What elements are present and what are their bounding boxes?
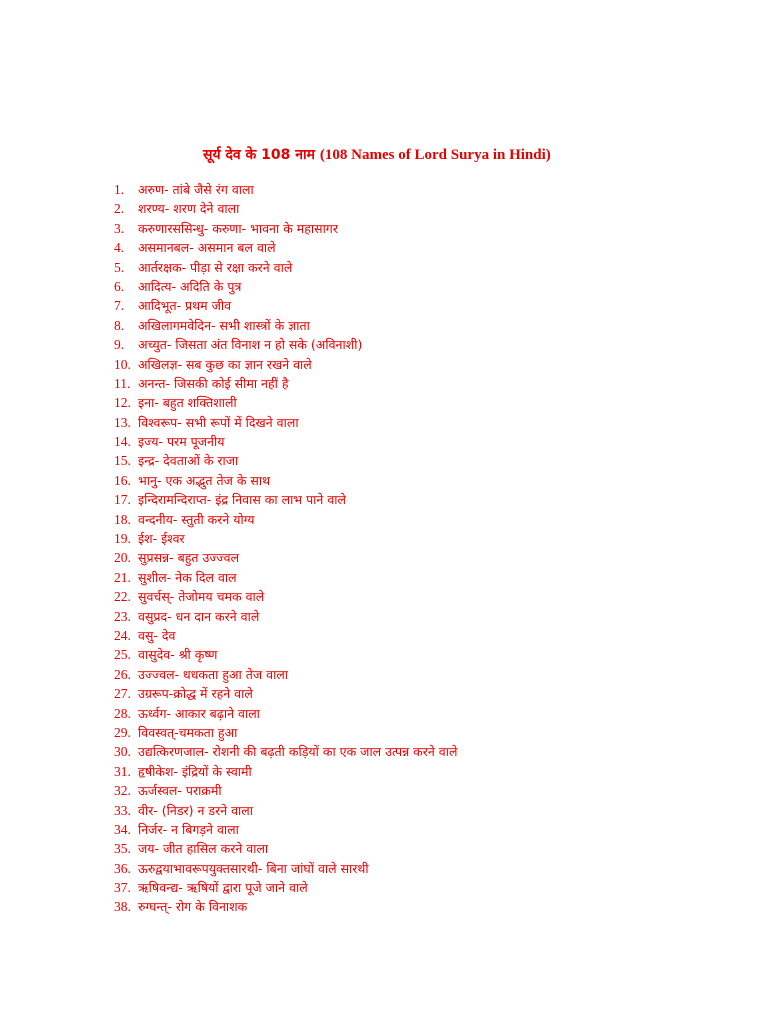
- item-number: 23.: [114, 608, 131, 624]
- item-number: 34.: [114, 821, 131, 837]
- item-text: असमानबल- असमान बल वाले: [138, 240, 276, 256]
- item-text: इज्य- परम पूजनीय: [138, 434, 225, 450]
- item-number: 8.: [114, 317, 125, 333]
- item-text: ऊरुद्वयाभावरूपयुक्तसारथी- बिना जांघों वाले सारथी: [138, 860, 369, 876]
- item-text: सुप्रसन्न- बहुत उज्ज्वल: [138, 550, 240, 566]
- list-item: [114, 645, 457, 664]
- list-item: [114, 820, 457, 839]
- list-item: [114, 316, 457, 335]
- list-item: [114, 859, 457, 878]
- item-number: 27.: [114, 686, 131, 702]
- item-number: 4.: [114, 240, 125, 256]
- list-item: [114, 471, 457, 490]
- list-item: [114, 296, 457, 315]
- item-text: विवस्वत्-चमकता हुआ: [138, 724, 238, 740]
- list-item: [114, 781, 457, 800]
- item-text: निर्जर- न बिगड़ने वाला: [138, 821, 239, 837]
- item-number: 28.: [114, 705, 131, 721]
- list-item: [114, 413, 457, 432]
- list-item: [114, 626, 457, 645]
- list-item: [114, 432, 457, 451]
- item-text: उद्यत्किरणजाल- रोशनी की बढ़ती कड़ियों का एक जाल उत्पन्न करने वाले: [138, 744, 458, 760]
- item-number: 12.: [114, 395, 131, 411]
- item-number: 3.: [114, 220, 125, 236]
- item-number: 37.: [114, 880, 131, 896]
- page-title: [203, 145, 551, 165]
- list-item: [114, 897, 457, 916]
- item-number: 11.: [114, 375, 131, 391]
- item-text: इन्द्र- देवताओं के राजा: [138, 453, 239, 469]
- list-item: [114, 490, 457, 509]
- item-text: विश्वरूप- सभी रूपों में दिखने वाला: [138, 414, 299, 430]
- item-number: 26.: [114, 666, 131, 682]
- list-item: [114, 762, 457, 781]
- item-number: 9.: [114, 337, 125, 353]
- item-number: 22.: [114, 589, 131, 605]
- item-text: अखिलज्ञ- सब कुछ का ज्ञान रखने वाले: [138, 356, 312, 372]
- item-text: अनन्त- जिसकी कोई सीमा नहीं है: [138, 375, 289, 391]
- item-number: 7.: [114, 298, 125, 314]
- item-number: 30.: [114, 744, 131, 760]
- list-item: [114, 568, 457, 587]
- item-text: वन्दनीय- स्तुती करने योग्य: [138, 511, 255, 527]
- item-number: 2.: [114, 201, 125, 217]
- item-number: 29.: [114, 724, 131, 740]
- list-item: [114, 199, 457, 218]
- item-number: 5.: [114, 259, 125, 275]
- item-text: उग्ररूप-क्रोद्ध में रहने वाले: [138, 686, 253, 702]
- item-number: 15.: [114, 453, 131, 469]
- item-number: 19.: [114, 531, 131, 547]
- item-number: 25.: [114, 647, 131, 663]
- names-list: [114, 180, 457, 917]
- item-number: 33.: [114, 802, 131, 818]
- item-text: सुवर्चस्- तेजोमय चमक वाले: [138, 589, 265, 605]
- item-number: 24.: [114, 627, 131, 643]
- item-text: करुणारससिन्धु- करुणा- भावना के महासागर: [138, 220, 338, 236]
- item-number: 1.: [114, 182, 125, 197]
- item-text: इना- बहुत शक्तिशाली: [138, 395, 237, 411]
- list-item: [114, 529, 457, 548]
- title-english: (108 Names of Lord Surya in Hindi): [319, 147, 551, 163]
- list-item: [114, 665, 457, 684]
- item-text: वसुप्रद- धन दान करने वाले: [138, 608, 260, 624]
- item-text: आदिभूत- प्रथम जीव: [138, 298, 232, 314]
- item-text: अच्युत- जिसता अंत विनाश न हो सके (अविनाशी): [138, 337, 363, 353]
- item-text: आदित्य- अदिति के पुत्र: [138, 278, 242, 294]
- item-text: इन्दिरामन्दिराप्त- इंद्र निवास का लाभ पाने वाले: [138, 492, 346, 508]
- title-hindi: सूर्य देव के 108 नाम: [203, 147, 316, 163]
- item-text: ईश- ईश्वर: [138, 531, 185, 547]
- item-number: 16.: [114, 472, 131, 488]
- list-item: [114, 587, 457, 606]
- item-text: भानु- एक अद्भुत तेज के साथ: [138, 472, 271, 488]
- item-text: ऋषिवन्द्य- ऋषियों द्वारा पूजे जाने वाले: [138, 880, 308, 896]
- item-text: हृषीकेश- इंद्रियों के स्वामी: [138, 763, 252, 779]
- item-text: उज्ज्वल- धधकता हुआ तेज वाला: [138, 666, 289, 682]
- list-item: [114, 723, 457, 742]
- item-text: रुग्घन्त्- रोग के विनाशक: [138, 899, 248, 915]
- list-item: [114, 238, 457, 257]
- list-item: [114, 355, 457, 374]
- item-number: 10.: [114, 356, 131, 372]
- list-item: [114, 277, 457, 296]
- item-text: ऊर्जस्वल- पराक्रमी: [138, 783, 222, 799]
- list-item: [114, 839, 457, 858]
- item-text: शरण्य- शरण देने वाला: [138, 201, 240, 217]
- item-text: वसु- देव: [138, 627, 176, 643]
- item-number: 36.: [114, 860, 131, 876]
- list-item: [114, 742, 457, 761]
- item-number: 38.: [114, 899, 131, 915]
- list-item: [114, 374, 457, 393]
- list-item: [114, 393, 457, 412]
- list-item: [114, 801, 457, 820]
- list-item: [114, 258, 457, 277]
- item-text: वीर- (निडर) न डरने वाला: [138, 802, 254, 818]
- item-number: 20.: [114, 550, 131, 566]
- item-number: 21.: [114, 569, 131, 585]
- item-text: सुशील- नेक दिल वाल: [138, 569, 237, 585]
- item-text: ऊर्ध्वग- आकार बढ़ाने वाला: [138, 705, 260, 721]
- list-item: [114, 548, 457, 567]
- list-item: [114, 180, 457, 199]
- item-text: अखिलागमवेदिन- सभी शास्त्रों के ज्ञाता: [138, 317, 310, 333]
- list-item: [114, 510, 457, 529]
- item-number: 32.: [114, 783, 131, 799]
- list-item: [114, 451, 457, 470]
- item-text: जय- जीत हासिल करने वाला: [138, 841, 269, 857]
- list-item: [114, 607, 457, 626]
- item-text: वासुदेव- श्री कृष्ण: [138, 647, 218, 663]
- list-item: [114, 684, 457, 703]
- list-item: [114, 219, 457, 238]
- item-number: 6.: [114, 278, 125, 294]
- item-number: 14.: [114, 434, 131, 450]
- item-number: 35.: [114, 841, 131, 857]
- item-number: 31.: [114, 763, 131, 779]
- item-number: 13.: [114, 414, 131, 430]
- list-item: [114, 335, 457, 354]
- item-number: 17.: [114, 492, 131, 508]
- list-item: [114, 878, 457, 897]
- list-item: [114, 704, 457, 723]
- item-text: अरुण- तांबे जैसे रंग वाला: [138, 182, 254, 197]
- item-number: 18.: [114, 511, 131, 527]
- item-text: आर्तरक्षक- पीड़ा से रक्षा करने वाले: [138, 259, 293, 275]
